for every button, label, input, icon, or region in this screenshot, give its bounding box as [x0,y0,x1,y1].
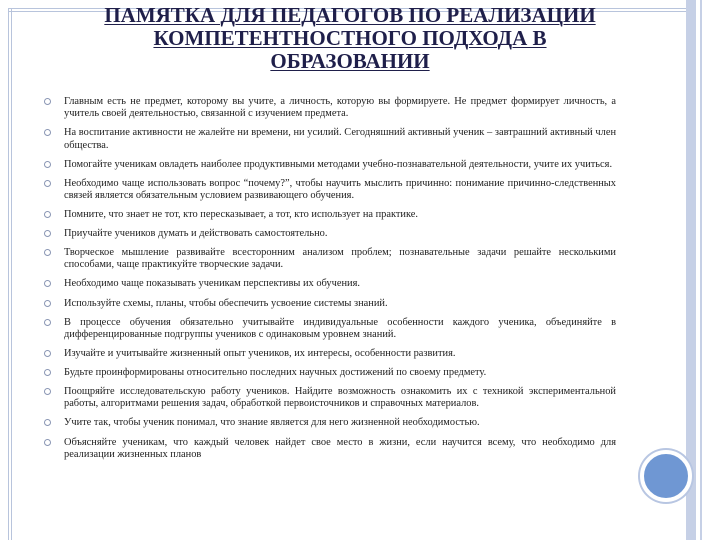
list-item-text: Необходимо чаще показывать ученикам перспективы их обучения. [64,278,360,290]
list-item [44,417,616,429]
list-item [44,228,616,240]
bullet-icon [44,300,51,307]
list-item-text: Помните, что знает не тот, кто пересказывает, а тот, кто использует на практике. [64,208,418,220]
list-item-text: Используйте схемы, планы, чтобы обеспечить усвоение системы знаний. [64,297,388,309]
bullet-icon [44,161,51,168]
frame-left-line [8,8,12,540]
list-item-text: На воспитание активности не жалейте ни времени, ни усилий. Сегодняшний активный ученик – завтрашний активный член общества. [64,127,616,151]
title-line-3: ОБРАЗОВАНИИ [270,49,430,73]
list-item [44,317,616,341]
bullet-icon [44,419,51,426]
right-decor-line [700,0,702,540]
right-decor-bar [686,0,696,540]
bullet-icon [44,369,51,376]
bullet-icon [44,98,51,105]
list-item [44,178,616,202]
list-item-text: В процессе обучения обязательно учитывайте индивидуальные особенности каждого ученика, объединяйте в дифференцированные подгруппы учеников с одинаковым уровнем знаний. [64,316,616,340]
bullet-icon [44,230,51,237]
list-item [44,209,616,221]
bullet-icon [44,249,51,256]
list-item [44,437,616,461]
list-item-text: Помогайте ученикам овладеть наиболее продуктивными методами учебно-познавательной деятельности, учите их учиться. [64,158,613,170]
list-item-text: Творческое мышление развивайте всесторонним анализом проблем; познавательные задачи решайте несколькими способами, чаще практикуйте творческие задачи. [64,247,616,271]
decor-circle [640,450,692,502]
list-item [44,278,616,290]
list-item [44,159,616,171]
bullet-icon [44,439,51,446]
list-item [44,127,616,151]
bullet-icon [44,388,51,395]
list-item-text: Будьте проинформированы относительно последних научных достижений по своему предмету. [64,367,487,379]
list-item-text: Необходимо чаще использовать вопрос “почему?”, чтобы научить мыслить причинно: понимание причинно-следственных связей является обязательным условием развивающего обучения. [64,177,616,201]
list-item [44,348,616,360]
list-item [44,298,616,310]
list-item-text: Приучайте учеников думать и действовать самостоятельно. [64,228,328,240]
bullet-icon [44,350,51,357]
slide-title [30,4,670,73]
bullet-icon [44,280,51,287]
title-line-1: ПАМЯТКА ДЛЯ ПЕДАГОГОВ ПО РЕАЛИЗАЦИИ [104,3,596,27]
memo-list [44,96,616,468]
list-item-text: Изучайте и учитывайте жизненный опыт учеников, их интересы, особенности развития. [64,347,456,359]
bullet-icon [44,211,51,218]
list-item [44,96,616,120]
list-item [44,367,616,379]
list-item [44,386,616,410]
list-item-text: Главным есть не предмет, которому вы учите, а личность, которую вы формируете. Не предмет формирует личность, а учитель своей деятельностью, связанной с изучением предмета. [64,96,616,120]
bullet-icon [44,129,51,136]
bullet-icon [44,180,51,187]
list-item-text: Поощряйте исследовательскую работу учеников. Найдите возможность ознакомить их с техникой экспериментальной работы, алгоритмами решения задач, обработкой первоисточников и справочных материалов. [64,386,616,410]
list-item [44,247,616,271]
bullet-icon [44,319,51,326]
title-line-2: КОМПЕТЕНТНОСТНОГО ПОДХОДА В [153,26,547,50]
list-item-text: Учите так, чтобы ученик понимал, что знание является для него жизненной необходимостью. [64,417,480,429]
list-item-text: Объясняйте ученикам, что каждый человек найдет свое место в жизни, если научится всему, что необходимо для реализации жизненных планов [64,436,616,460]
